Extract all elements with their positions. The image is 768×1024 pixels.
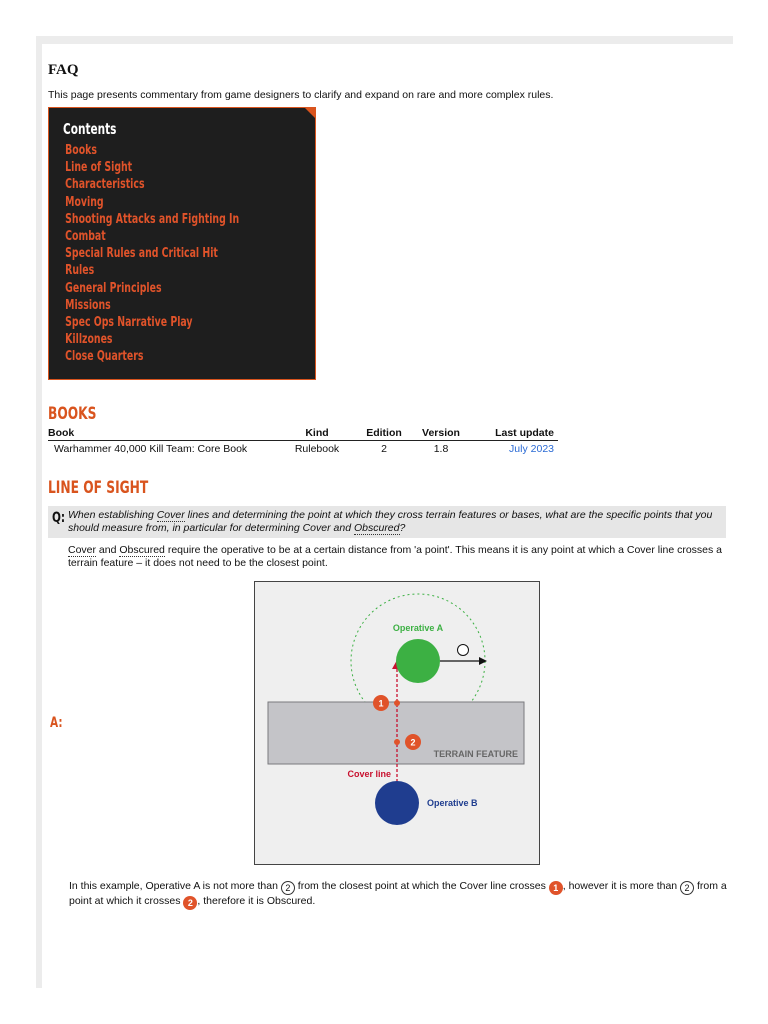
answer-letter: A: — [50, 715, 63, 731]
line-of-sight-heading: LINE OF SIGHT — [48, 478, 149, 498]
answer-and: and — [96, 544, 120, 556]
col-edition: Edition — [360, 426, 412, 441]
contents-link-close-quarters[interactable]: Close Quarters — [65, 349, 144, 365]
example-p2: from the closest point at which the Cover line crosses — [294, 880, 549, 892]
example-p3: , however it is more than — [562, 880, 681, 892]
contents-link-shooting-cont[interactable]: Combat — [65, 229, 106, 245]
cover-diagram-svg — [255, 582, 538, 863]
distance-icon-1: 2 — [281, 881, 295, 895]
question-box — [48, 506, 726, 538]
contents-link-spec-ops[interactable]: Spec Ops Narrative Play — [65, 315, 193, 331]
answer-rest: require the operative to be at a certain distance from 'a point'. This means it is any point at which a Cover line crosses a terrain feature – it does not need to be the closest point. — [68, 544, 723, 569]
contents-corner — [304, 107, 316, 119]
books-table — [48, 426, 558, 456]
contents-link-missions[interactable]: Missions — [65, 297, 111, 313]
marker-2-badge: 2 — [183, 896, 197, 910]
cover-diagram — [254, 581, 540, 865]
books-header-row — [48, 426, 558, 441]
question-text-end: ? — [399, 521, 406, 534]
col-kind: Kind — [278, 426, 360, 441]
table-row — [48, 441, 558, 457]
example-p1: In this example, Operative A is not more than — [69, 880, 281, 892]
contents-link-general-principles[interactable]: General Principles — [65, 280, 162, 296]
left-border — [36, 36, 42, 988]
example-p4: from a point at which it crosses — [69, 880, 727, 907]
operative-a-label: Operative A — [392, 623, 444, 633]
faq-page — [48, 62, 728, 569]
contents-box — [48, 107, 316, 380]
example-p5: , therefore it is Obscured. — [197, 895, 316, 907]
col-book: Book — [48, 426, 278, 441]
answer-term-cover[interactable]: Cover — [68, 544, 97, 556]
contents-list — [63, 142, 301, 366]
question-term-obscured[interactable]: Obscured — [353, 521, 400, 534]
books-heading: BOOKS — [48, 404, 97, 424]
question-text-mid: lines and determining the point at which they cross terrain features or bases, what are the specific points that you should measure from, in particular for determining Cover and — [68, 509, 713, 534]
example-text — [69, 880, 729, 910]
answer-term-obscured[interactable]: Obscured — [119, 544, 165, 556]
top-border — [36, 36, 733, 44]
contents-link-characteristics[interactable]: Characteristics — [65, 177, 145, 193]
cell-edition: 2 — [381, 443, 387, 455]
operative-b-base — [375, 781, 419, 825]
operative-a-base — [396, 639, 440, 683]
cover-line-label: Cover line — [347, 769, 391, 779]
cell-last-update-link[interactable]: July 2023 — [509, 443, 554, 455]
distance-arrowhead — [479, 657, 487, 665]
distance-marker — [458, 645, 469, 656]
page-title: FAQ — [48, 62, 79, 78]
cell-book: Warhammer 40,000 Kill Team: Core Book — [54, 443, 248, 455]
intro-text: This page presents commentary from game designers to clarify and expand on rare and more complex rules. — [48, 89, 554, 101]
cell-kind: Rulebook — [294, 443, 340, 455]
contents-link-moving[interactable]: Moving — [65, 194, 104, 210]
question-letter: Q: — [52, 510, 66, 526]
contents-link-shooting[interactable]: Shooting Attacks and Fighting In — [65, 211, 240, 227]
contents-link-books[interactable]: Books — [65, 143, 97, 158]
operative-b-label: Operative B — [427, 798, 478, 808]
contents-link-special-rules-cont[interactable]: Rules — [65, 263, 95, 279]
contents-link-special-rules[interactable]: Special Rules and Critical Hit — [65, 246, 218, 262]
crossing-point-1 — [394, 700, 400, 706]
distance-icon-2: 2 — [680, 881, 694, 895]
cell-version: 1.8 — [433, 443, 449, 455]
contents-link-line-of-sight[interactable]: Line of Sight — [65, 160, 133, 176]
marker-1-label: 1 — [378, 698, 384, 709]
question-text-pre: When establishing — [68, 509, 157, 521]
marker-2-label: 2 — [410, 737, 416, 748]
terrain-label: TERRAIN FEATURE — [433, 749, 518, 759]
marker-1-badge: 1 — [549, 881, 563, 895]
col-version: Version — [412, 426, 474, 441]
contents-title: Contents — [63, 120, 117, 138]
contents-link-killzones[interactable]: Killzones — [65, 332, 113, 348]
question-term-cover[interactable]: Cover — [156, 509, 185, 521]
crossing-point-2 — [394, 739, 400, 745]
col-last-update: Last update — [474, 426, 558, 441]
answer-text — [68, 544, 728, 569]
